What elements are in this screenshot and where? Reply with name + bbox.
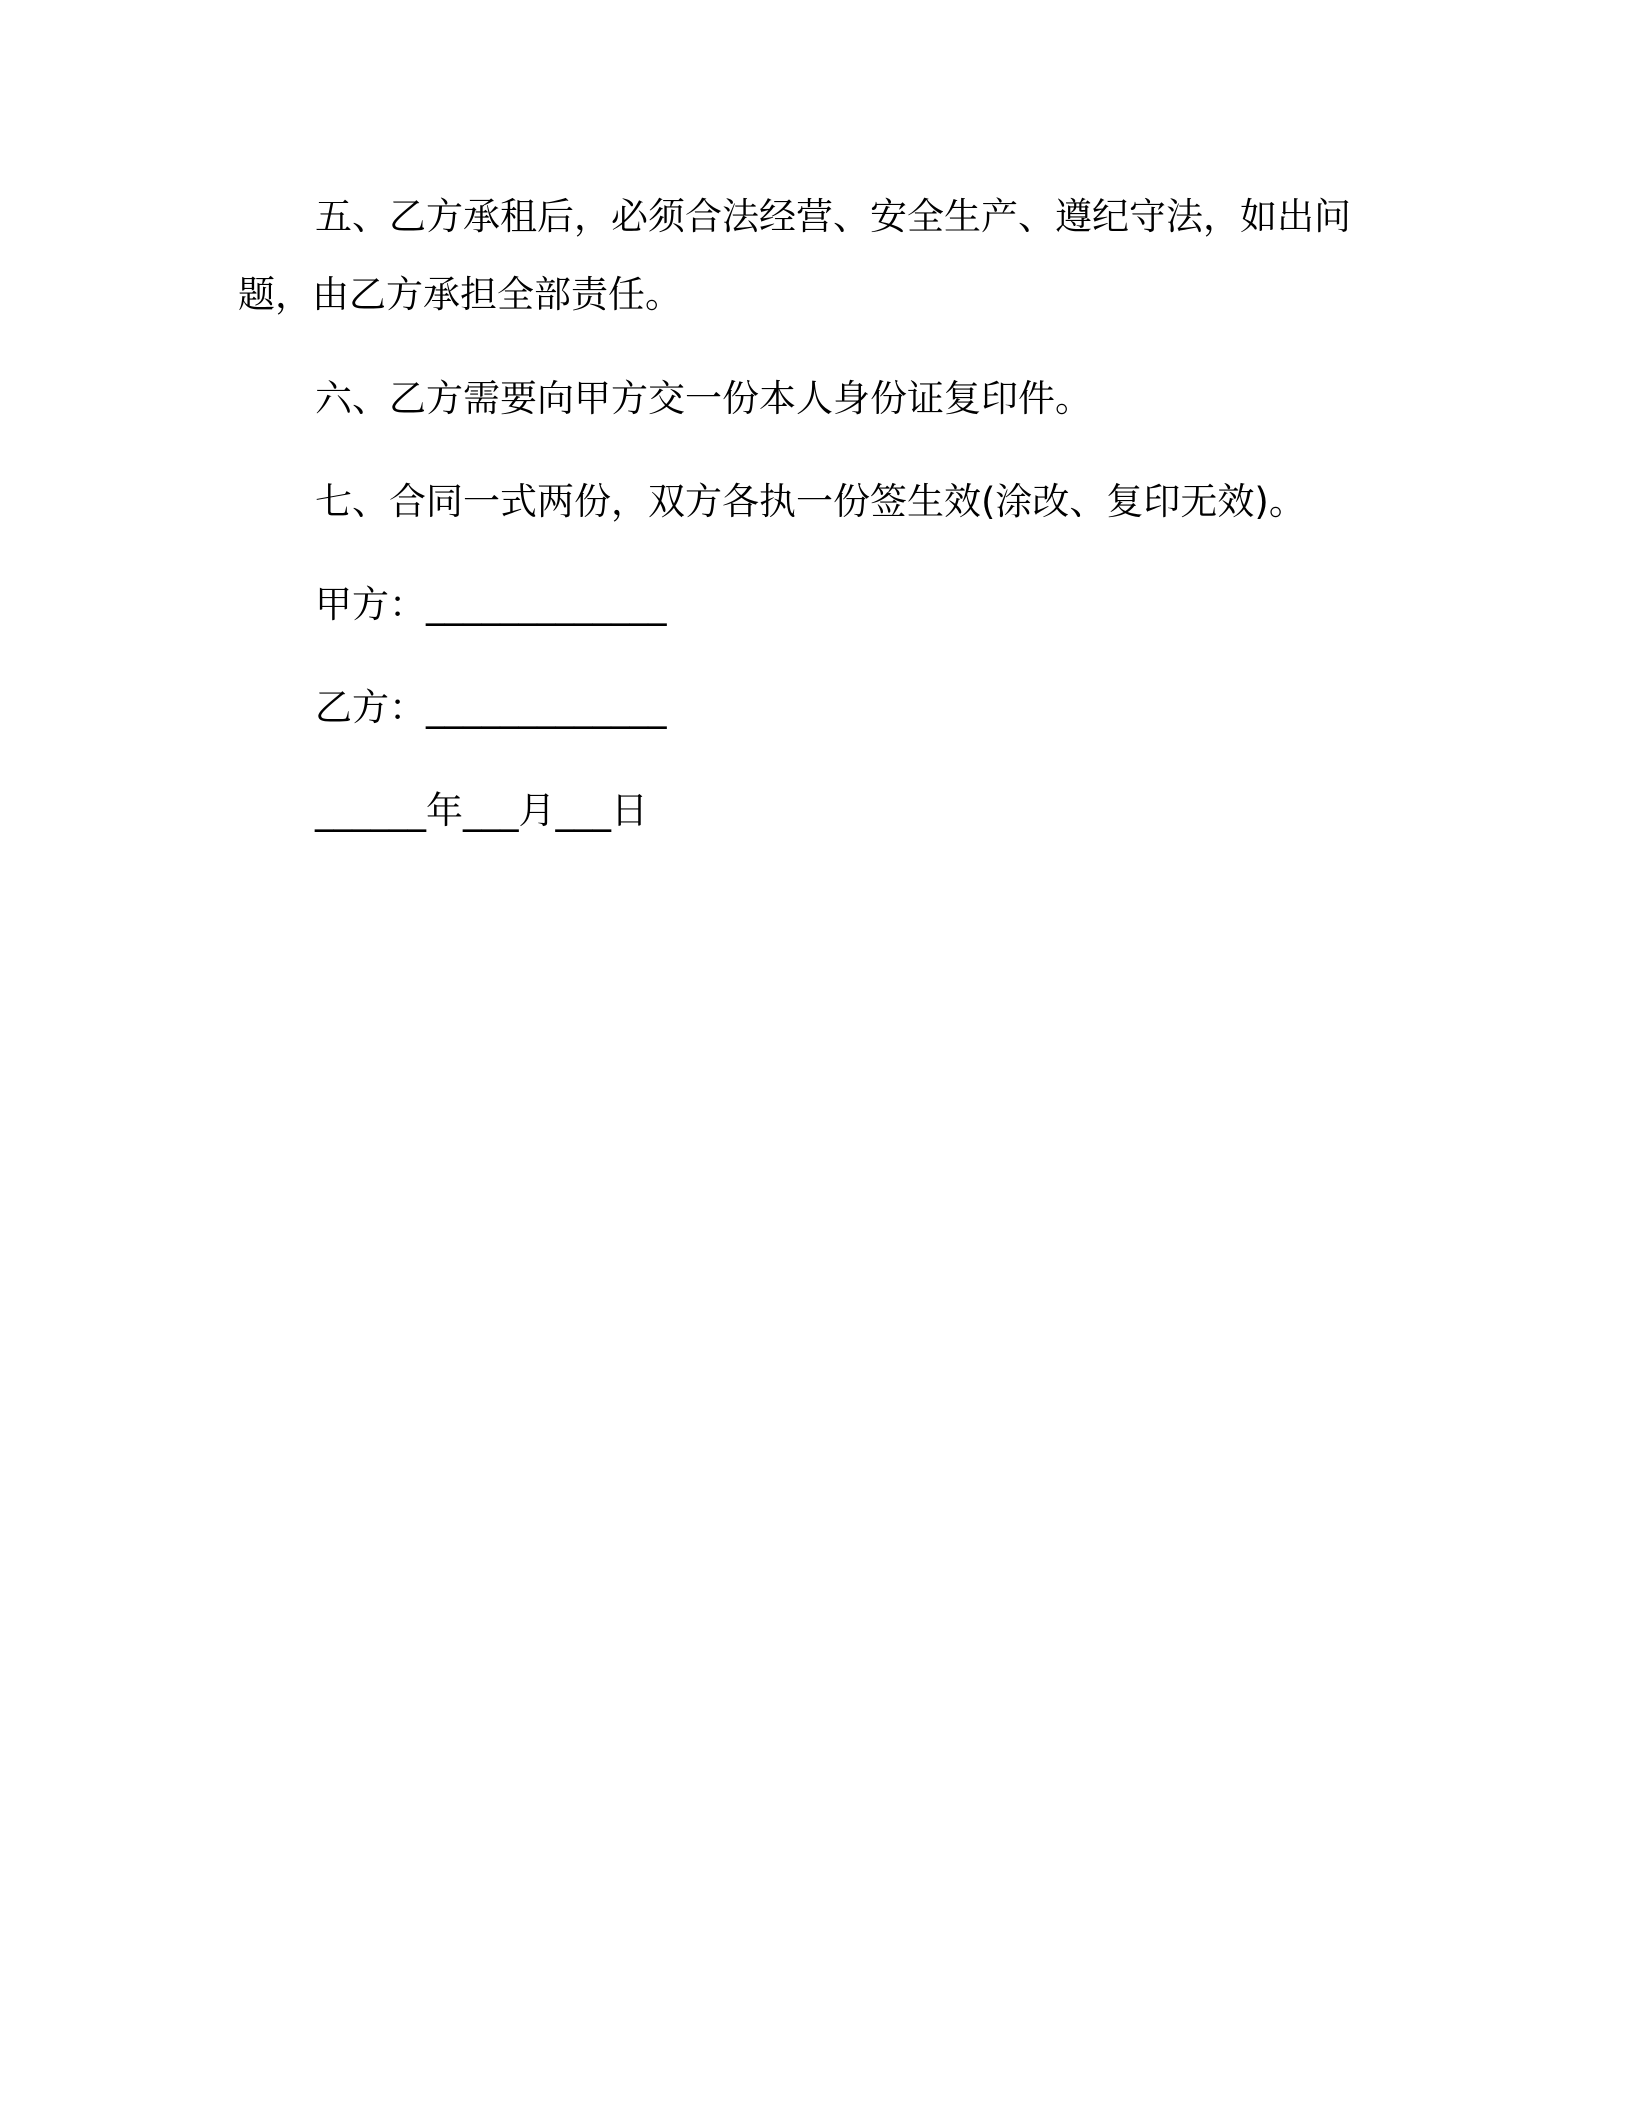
clause-6: 六、乙方需要向甲方交一份本人身份证复印件。 xyxy=(315,377,1092,420)
clause-5-line-1: 五、乙方承租后，必须合法经营、安全生产、遵纪守法，如出问 xyxy=(315,195,1351,238)
signature-party-b: 乙方：_____________ xyxy=(315,686,667,729)
clause-5-line-2: 题，由乙方承担全部责任。 xyxy=(238,273,682,316)
clause-7: 七、合同一式两份，双方各执一份签生效(涂改、复印无效)。 xyxy=(315,480,1306,523)
signature-date: ______年___月___日 xyxy=(315,789,648,832)
signature-party-a: 甲方：_____________ xyxy=(315,583,667,626)
